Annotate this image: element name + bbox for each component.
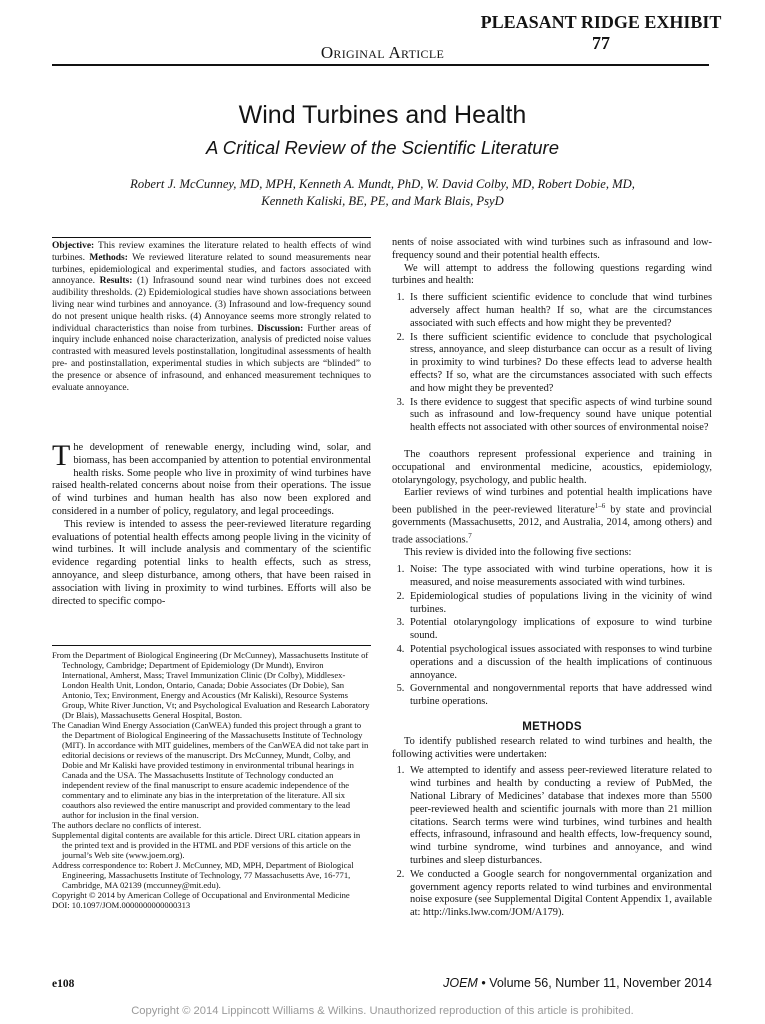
drop-cap: T (52, 439, 71, 472)
methods-intro: To identify published research related to wind turbines and health, the following activities were undertaken: (392, 735, 712, 760)
footnote-copyright: Copyright © 2014 by American College of Occupational and Environmental Medicine (52, 890, 350, 900)
right-paragraph-1: nents of noise associated with wind turbines such as infrasound and low-frequency sound and their potential health effects. (392, 237, 712, 261)
footnote-affiliations: From the Department of Biological Engineering (Dr McCunney), Massachusetts Institute of Technology, Cambridge; Department of Epidemiology (Dr Mundt), Environ International, Amherst, Mass; Travel Immunization Clinic (Dr Colby), Middlesex-London Health Unit, London, Ontario, Canada; Dobie Associates (Dr Dobie), San Antonio, Tex; Environment, Energy and Acoustics (Mr Kaliski), Resource Systems Group, White River Junction, Vt; and Psychological Evaluation and Research Laboratory (Dr Blais), Massachusetts General Hospital, Boston. (52, 650, 370, 720)
right-paragraph-5: This review is divided into the following five sections: (404, 547, 632, 559)
footnote-funding: The Canadian Wind Energy Association (CanWEA) funded this project through a grant to the Department of Biological Engineering of the Massachusetts Institute of Technology (MIT). In accordance with MIT guidelines, members of the CanWEA did not take part in editorial decisions or reviews of the manuscript. Drs McCunney, Mundt, Colby, and Dobie and Mr Kaliski have provided testimony in environmental tribunal hearings in Canada and the USA. The Massachusetts Institute of Technology conducted an independent review of the final manuscript to ensure academic independence of the commentary and to eliminate any bias in the interpretation of the literature. All six coauthors also reviewed the entire manuscript and provided commentary to the lead author for inclusion in the final version. (52, 720, 369, 820)
question-item: 1. Is there sufficient scientific evidence to conclude that wind turbines adversely affect human health? If so, what are the circumstances associated with such effects and how might they be prevented? (407, 292, 712, 330)
abstract-objective-label: Objective: (52, 241, 95, 251)
copyright-notice: Copyright © 2014 Lippincott Williams & Wilkins. Unauthorized reproduction of this article is prohibited. (131, 1005, 634, 1017)
methods-item: 1. We attempted to identify and assess peer-reviewed literature related to wind turbines and health by conducting a review of PubMed, the National Library of Medicines’ database that indexes more than 5500 peer-reviewed health and scientific journals with more than 21 million citations. Search terms were wind turbines, wind turbines and health effects, infrasound, infrasound and health effects, low-frequency sound, wind turbine syndrome, wind turbines and annoyance, and wind turbines and sleep disturbances. (407, 765, 712, 867)
section-label: Original Article (320, 43, 445, 62)
right-paragraph-4 (392, 487, 712, 547)
footnote-supplemental: Supplemental digital contents are available for this article. Direct URL citation appears in the printed text and is provided in the HTML and PDF versions of this article on the journal’s Web site (www.joem.org). (52, 830, 361, 860)
citation-sup-1: 1–6 (594, 502, 606, 511)
right-column (392, 237, 712, 921)
intro-paragraph-1-text: he development of renewable energy, including wind, solar, and biomass, has been accompanied by attention to potential environmental health risks. Some people who live in proximity of wind turbines have raised health-related concerns about noise from their operations. The issue of wind turbines and human health has also now been explored and considered in a number of policy, regulatory, and legal proceedings. (52, 442, 371, 517)
author-list (80, 176, 685, 210)
intro-paragraph-1 (52, 439, 371, 519)
question-item: 2. Is there sufficient scientific evidence to conclude that psychological stress, annoyance, and sleep disturbance can occur as a result of living in proximity to wind turbines? Do these effects lead to adverse health effects? If so, what are the circumstances associated with such effects and how might they be prevented? (407, 332, 712, 396)
right-paragraph-3: The coauthors represent professional experience and training in occupational and environmental medicine, acoustics, epidemiology, otolaryngology, psychology, and public health. (392, 448, 712, 486)
methods-heading: METHODS (522, 721, 582, 734)
intro-section (52, 439, 371, 608)
abstract (52, 237, 371, 394)
page-number: e108 (52, 978, 75, 990)
methods-list (392, 765, 712, 920)
section-item: 1. Noise: The type associated with wind turbine operations, how it is measured, and noise measurements associated with wind turbines. (407, 564, 712, 590)
intro-paragraph-2: This review is intended to assess the peer-reviewed literature regarding evaluations of potential health effects among people living in the vicinity of wind turbines. It will include analysis and commentary of the scientific evidence regarding potential links to health effects, such as stress, annoyance, and sleep disturbance, among others, that have been raised in association with living in proximity to wind turbines. Efforts will also be directed to specific compo- (52, 518, 371, 607)
abstract-discussion-label: Discussion: (257, 323, 304, 334)
methods-item: 2. We conducted a Google search for nongovernmental organization and government agency reports related to wind turbines and environmental noise exposure (see Supplemental Digital Content Appendix 1, available at: http://links.lww.com/JOM/A179). (407, 869, 712, 920)
article-subtitle: A Critical Review of the Scientific Literature (205, 137, 559, 158)
header-rule (52, 64, 709, 66)
footnotes (52, 645, 371, 910)
author-line-2: Kenneth Kaliski, BE, PE, and Mark Blais, PsyD (261, 194, 504, 208)
question-item: 3. Is there evidence to suggest that specific aspects of wind turbine sound such as infrasound and low-frequency sound have unique potential health effects not associated with other sources of environmental noise? (407, 397, 712, 435)
questions-list (392, 292, 712, 435)
journal-citation: JOEM • Volume 56, Number 11, November 2014 (443, 976, 712, 990)
section-item: 5. Governmental and nongovernmental reports that have addressed wind turbine operations. (407, 683, 712, 709)
sections-list (392, 564, 712, 709)
author-line-1: Robert J. McCunney, MD, MPH, Kenneth A. Mundt, PhD, W. David Colby, MD, Robert Dobie, MD, (130, 177, 635, 191)
footnote-doi: DOI: 10.1097/JOM.0000000000000313 (52, 900, 191, 910)
footnote-conflicts: The authors declare no conflicts of interest. (52, 820, 202, 830)
section-item: 2. Epidemiological studies of populations living in the vicinity of wind turbines. (407, 591, 712, 617)
abstract-discussion: Further areas of inquiry include enhanced noise characterization, analysis of predicted noise values contrasted with measured levels postinstallation, longitudinal assessments of health pre- and postinstallation, experimental studies in which subjects are “blinded” to the presence or absence of infrasound, and enhanced measurement techniques to evaluate annoyance. (52, 323, 372, 393)
section-item: 3. Potential otolaryngology implications of exposure to wind turbine sound. (407, 617, 712, 643)
footnote-correspondence: Address correspondence to: Robert J. McCunney, MD, MPH, Department of Biological Engineering, Massachusetts Institute of Technology, 77 Massachusetts Ave, 16-771, Cambridge, MA 02139 (mccunney@mit.edu). (52, 860, 354, 890)
abstract-results-label: Results: (99, 276, 133, 287)
right-paragraph-4-text-a: Earlier reviews of wind turbines and potential health implications have been published in the peer-reviewed literature (392, 487, 712, 516)
abstract-methods: We reviewed literature related to sound measurements near turbines, epidemiological and experimental studies, and factors associated with annoyance. (52, 252, 371, 287)
abstract-results: (1) Infrasound sound near wind turbines does not exceed audibility thresholds. (2) Epidemiological studies have shown associations between living near wind turbines and annoyance. (3) Infrasound and low-frequency sound do not present unique health risks. (4) Annoyance seems more strongly related to individual characteristics than noise from turbines. (52, 276, 372, 334)
journal-name: JOEM (443, 976, 478, 990)
section-item: 4. Potential psychological issues associated with responses to wind turbine operations and a discussion of the health implications of continuous annoyance. (407, 644, 712, 682)
citation-sup-2: 7 (468, 532, 472, 541)
volume-info: Volume 56, Number 11, November 2014 (489, 976, 712, 990)
abstract-methods-label: Methods: (89, 252, 128, 263)
abstract-objective: This review examines the literature related to health effects of wind turbines. (52, 241, 371, 263)
exhibit-number: 77 (592, 33, 610, 53)
right-paragraph-4-text-b: by state and provincial governments (Massachusetts, 2012, and Australia, 2014, among others) and trade associations. (392, 504, 712, 546)
right-paragraph-2: We will attempt to address the following questions regarding wind turbines and health: (392, 262, 712, 287)
article-title: Wind Turbines and Health (238, 101, 527, 129)
exhibit-title: PLEASANT RIDGE EXHIBIT (480, 12, 722, 32)
